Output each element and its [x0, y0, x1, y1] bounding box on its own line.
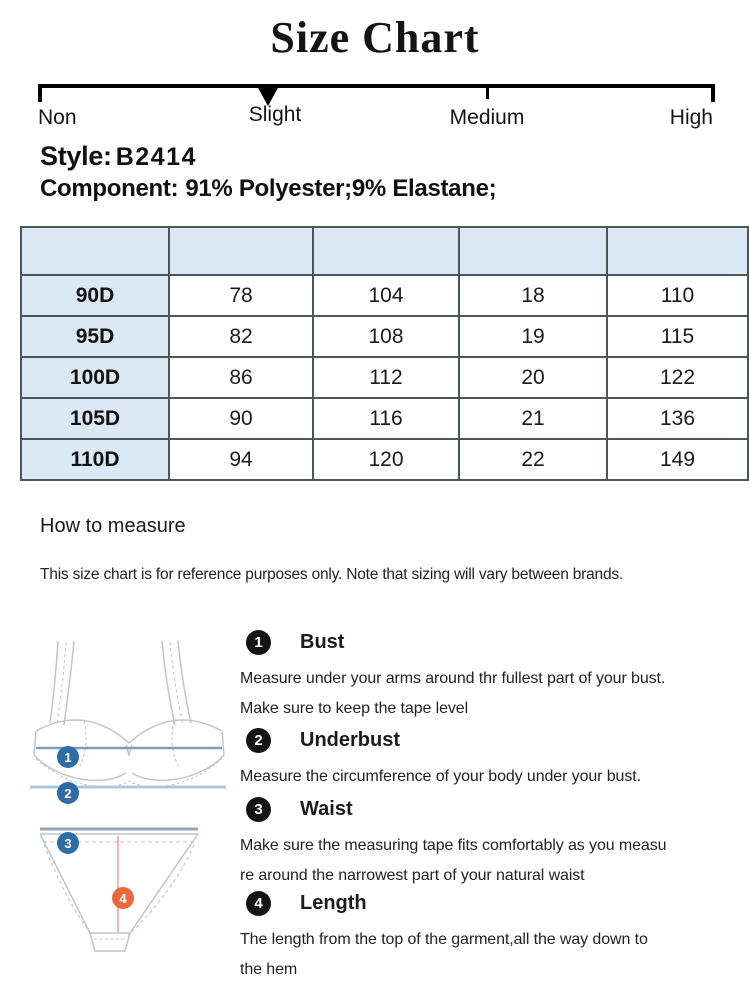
size-cell: 90D — [21, 275, 169, 316]
value-cell: 116 — [313, 398, 459, 439]
scale-label-non: Non — [38, 106, 77, 129]
marker-bust-number: 1 — [64, 750, 72, 765]
style-line — [40, 141, 197, 172]
step-number-badge: 2 — [246, 728, 271, 753]
component-value: 91% Polyester;9% Elastane; — [185, 175, 497, 202]
step-number-badge: 1 — [246, 630, 271, 655]
value-cell: 21 — [459, 398, 607, 439]
size-cell: 100D — [21, 357, 169, 398]
table-header-cell — [169, 227, 313, 275]
scale-line — [38, 84, 715, 88]
value-cell: 86 — [169, 357, 313, 398]
value-cell: 78 — [169, 275, 313, 316]
scale-tick-left — [38, 84, 42, 102]
size-cell: 95D — [21, 316, 169, 357]
step-number-badge: 3 — [246, 797, 271, 822]
step-title: Underbust — [300, 728, 400, 751]
step-title: Length — [300, 891, 367, 914]
value-cell: 20 — [459, 357, 607, 398]
scale-tick-medium — [486, 84, 489, 99]
measure-step-underbust — [240, 727, 745, 792]
step-number-badge: 4 — [246, 891, 271, 916]
value-cell: 115 — [607, 316, 748, 357]
table-row — [21, 398, 748, 439]
table-row — [21, 357, 748, 398]
value-cell: 120 — [313, 439, 459, 480]
page-title: Size Chart — [270, 13, 480, 62]
step-text: Measure under your arms around thr fullest part of your bust. — [240, 670, 666, 687]
value-cell: 136 — [607, 398, 748, 439]
value-cell: 149 — [607, 439, 748, 480]
value-cell: 90 — [169, 398, 313, 439]
value-cell: 18 — [459, 275, 607, 316]
step-text: re around the narrowest part of your natural waist — [240, 867, 585, 884]
step-title: Bust — [300, 630, 345, 653]
step-title: Waist — [300, 797, 353, 820]
table-header-cell — [459, 227, 607, 275]
table-header-row — [21, 227, 748, 275]
value-cell: 104 — [313, 275, 459, 316]
style-label: Style: — [40, 141, 112, 171]
measure-note: This size chart is for reference purposes only. Note that sizing will vary between brands. — [40, 566, 624, 583]
table-header-cell — [21, 227, 169, 275]
scale-label-medium: Medium — [449, 106, 525, 129]
value-cell: 108 — [313, 316, 459, 357]
measure-step-bust — [240, 629, 745, 724]
marker-waist-number: 3 — [64, 836, 72, 851]
value-cell: 94 — [169, 439, 313, 480]
table-row — [21, 316, 748, 357]
table-header-cell — [607, 227, 748, 275]
scale-label-high: High — [669, 106, 713, 129]
component-label: Component: — [40, 175, 179, 202]
measure-step-length — [240, 890, 745, 985]
size-table — [20, 226, 749, 481]
table-header-cell — [313, 227, 459, 275]
table-row — [21, 439, 748, 480]
value-cell: 82 — [169, 316, 313, 357]
marker-underbust-number: 2 — [64, 786, 72, 801]
scale-label-slight: Slight — [248, 103, 302, 126]
style-value: B2414 — [115, 143, 197, 171]
value-cell: 110 — [607, 275, 748, 316]
value-cell: 112 — [313, 357, 459, 398]
component-line — [40, 175, 496, 203]
table-row — [21, 275, 748, 316]
value-cell: 122 — [607, 357, 748, 398]
step-text: the hem — [240, 961, 298, 978]
step-text: The length from the top of the garment,all the way down to — [240, 931, 648, 948]
measure-step-waist — [240, 796, 745, 891]
measure-heading: How to measure — [40, 515, 186, 537]
value-cell: 19 — [459, 316, 607, 357]
scale-tick-right — [711, 84, 715, 102]
step-text: Make sure to keep the tape level — [240, 700, 469, 717]
step-text: Measure the circumference of your body under your bust. — [240, 768, 641, 785]
size-cell: 105D — [21, 398, 169, 439]
garment-illustration — [28, 633, 230, 985]
marker-length-number: 4 — [119, 891, 127, 906]
step-text: Make sure the measuring tape fits comfortably as you measu — [240, 837, 667, 854]
size-cell: 110D — [21, 439, 169, 480]
value-cell: 22 — [459, 439, 607, 480]
